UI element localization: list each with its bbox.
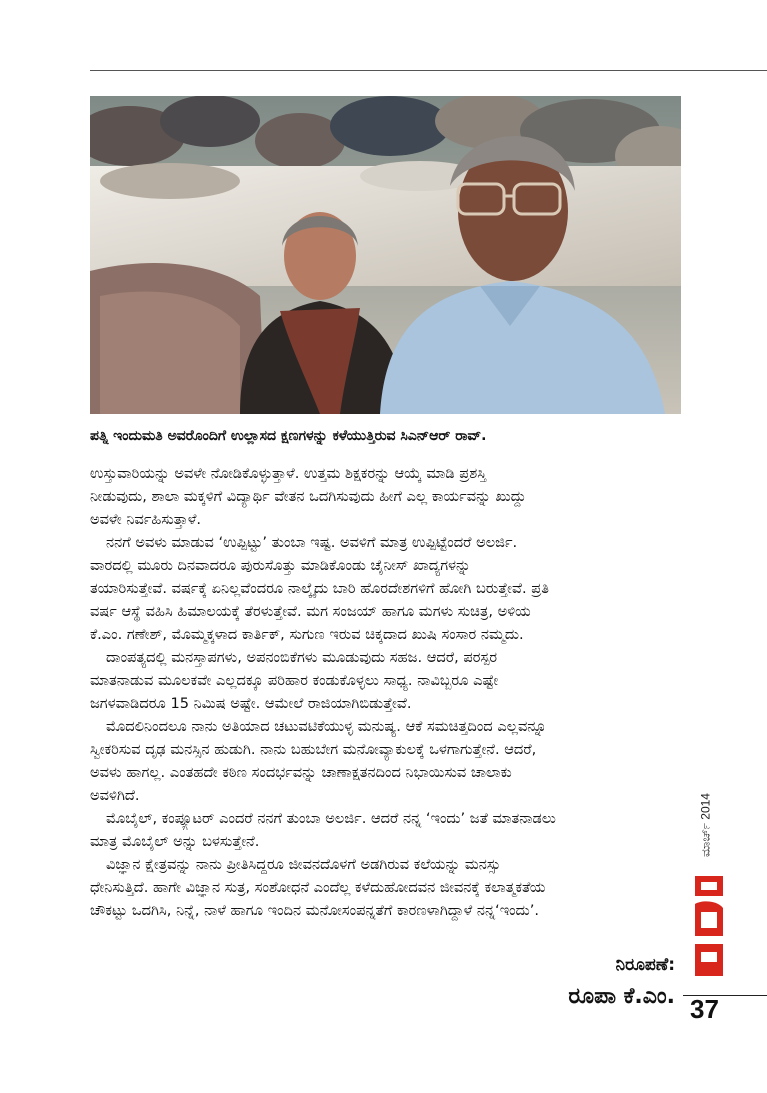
page-number: 37: [690, 994, 719, 1024]
text-line: ಅವಳು ಹಾಗಲ್ಲ. ಎಂತಹದೇ ಕಠಿಣ ಸಂದರ್ಭವನ್ನು ಚಾಣಾಕ್ಷತನದಿಂದ ನಿಭಾಯಿಸುವ ಚಾಲಾಕು: [90, 764, 512, 781]
article-body: [90, 462, 690, 922]
couple-photo: [90, 96, 681, 414]
text-line: ವಾರದಲ್ಲಿ ಮೂರು ದಿನವಾದರೂ ಪುರುಸೊತ್ತು ಮಾಡಿಕೊಂಡು ಚೈನೀಸ್ ಖಾದ್ಯಗಳನ್ನು: [90, 557, 471, 574]
photo-caption: ಪತ್ನಿ ಇಂದುಮತಿ ಅವರೊಂದಿಗೆ ಉಲ್ಲಾಸದ ಕ್ಷಣಗಳನ್ನು ಕಳೆಯುತ್ತಿರುವ ಸಿಎನ್‌ಆರ್ ರಾವ್.: [90, 428, 487, 444]
text-line: ಧೇನಿಸುತ್ತಿದೆ. ಹಾಗೇ ವಿಜ್ಞಾನ ಸುತ್ರ, ಸಂಶೋಧನೆ ಎಂದೆಲ್ಲ ಕಳೆದುಹೋದವನ ಜೀವನಕ್ಕೆ ಕಲಾತ್ಮಕತೆಯ: [90, 879, 546, 896]
text-line: ವರ್ಷ ಆಸ್ಥೆ ವಹಿಸಿ ಹಿಮಾಲಯಕ್ಕೆ ತೆರಳುತ್ತೇವೆ. ಮಗ ಸಂಜಯ್ ಹಾಗೂ ಮಗಳು ಸುಚಿತ್ರ, ಅಳಿಯ: [90, 603, 531, 620]
top-rule: [90, 70, 767, 71]
paragraph-5: [90, 807, 690, 853]
text-line: ನೀಡುವುದು, ಶಾಲಾ ಮಕ್ಕಳಿಗೆ ವಿದ್ಯಾರ್ಥಿ ವೇತನ ಒದಗಿಸುವುದು ಹೀಗೆ ಎಲ್ಲ ಕಾರ್ಯವನ್ನು ಖುದ್ದು: [90, 488, 527, 505]
text-line: ನನಗೆ ಅವಳು ಮಾಡುವ ‘ಉಪ್ಪಿಟ್ಟು’ ತುಂಬಾ ಇಷ್ಟ. ಅವಳಿಗೆ ಮಾತ್ರ ಉಪ್ಪಿಟ್ಟೆಂದರೆ ಅಲರ್ಜಿ.: [106, 534, 518, 551]
text-line: ತಯಾರಿಸುತ್ತೇವೆ. ವರ್ಷಕ್ಕೆ ಏನಿಲ್ಲವೆಂದರೂ ನಾಲ್ಕೈದು ಬಾರಿ ಹೊರದೇಶಗಳಿಗೆ ಹೋಗಿ ಬರುತ್ತೇವೆ. ಪ್ರತಿ: [90, 580, 549, 597]
paragraph-6: [90, 853, 690, 922]
text-line: ಮಾತನಾಡುವ ಮೂಲಕವೇ ಎಲ್ಲದಕ್ಕೂ ಪರಿಹಾರ ಕಂಡುಕೊಳ್ಳಲು ಸಾಧ್ಯ. ನಾವಿಬ್ಬರೂ ಎಷ್ಟೇ: [90, 672, 499, 689]
text-line: ಅವಳೇ ನಿರ್ವಹಿಸುತ್ತಾಳೆ.: [90, 511, 202, 528]
text-line: ಮೊದಲಿನಿಂದಲೂ ನಾನು ಅತಿಯಾದ ಚಟುವಟಿಕೆಯುಳ್ಳ ಮನುಷ್ಯ. ಆಕೆ ಸಮಚಿತ್ತದಿಂದ ಎಲ್ಲವನ್ನೂ: [106, 718, 547, 735]
issue-date-text: ಮಾರ್ಚ್ 2014: [698, 793, 713, 857]
text-line: ಚೌಕಟ್ಟು ಒದಗಿಸಿ, ನಿನ್ನೆ, ನಾಳೆ ಹಾಗೂ ಇಂದಿನ ಮನೋಸಂಪನ್ನತೆಗೆ ಕಾರಣಳಾಗಿದ್ದಾಳೆ ನನ್ನ‘ಇಂದು’.: [90, 902, 539, 919]
issue-date: [696, 790, 716, 860]
author-name: ರೂಪಾ ಕೆ.ಎಂ.: [568, 984, 675, 1009]
paragraph-3: [90, 646, 690, 715]
text-line: ಸ್ವೀಕರಿಸುವ ದೃಢ ಮನಸ್ಸಿನ ಹುಡುಗಿ. ನಾನು ಬಹುಬೇಗ ಮನೋವ್ಯಾಕುಲಕ್ಕೆ ಒಳಗಾಗುತ್ತೇನೆ. ಆದರೆ,: [90, 741, 537, 758]
text-line: ವಿಜ್ಞಾನ ಕ್ಷೇತ್ರವನ್ನು ನಾನು ಪ್ರೀತಿಸಿದ್ದರೂ ಜೀವನದೊಳಗೆ ಅಡಗಿರುವ ಕಲೆಯನ್ನು ಮನಸ್ಸು: [106, 856, 501, 873]
paragraph-2: [90, 531, 690, 646]
text-line: ಅವಳಿಗಿದೆ.: [90, 787, 140, 804]
paragraph-1: [90, 462, 690, 531]
text-line: ಕೆ.ಎಂ. ಗಣೇಶ್, ಮೊಮ್ಮಕ್ಕಳಾದ ಕಾರ್ತಿಕ್, ಸುಗುಣ ಇರುವ ಚಿಕ್ಕದಾದ ಖುಷಿ ಸಂಸಾರ ನಮ್ಮದು.: [90, 626, 524, 643]
couple-photo-illustration: [90, 96, 681, 414]
text-line: ಮೊಬೈಲ್, ಕಂಪ್ಯೂಟರ್ ಎಂದರೆ ನನಗೆ ತುಂಬಾ ಅಲರ್ಜಿ. ಆದರೆ ನನ್ನ ‘ಇಂದು’ ಜತೆ ಮಾತನಾಡಲು: [106, 810, 556, 827]
text-line: ಉಸ್ತುವಾರಿಯನ್ನು ಅವಳೇ ನೋಡಿಕೊಳ್ಳುತ್ತಾಳೆ. ಉತ್ತಮ ಶಿಕ್ಷಕರನ್ನು ಆಯ್ಕೆ ಮಾಡಿ ಪ್ರಶಸ್ತಿ: [90, 465, 487, 482]
narration-label: ನಿರೂಪಣೆ:: [615, 955, 675, 975]
text-line: ಜಗಳವಾಡಿದರೂ 15 ನಿಮಿಷ ಅಷ್ಟೇ. ಆಮೇಲೆ ರಾಜಿಯಾಗಿಬಿಡುತ್ತೇವೆ.: [90, 695, 412, 712]
paragraph-4: [90, 715, 690, 807]
text-line: ದಾಂಪತ್ಯದಲ್ಲಿ ಮನಸ್ತಾಪಗಳು, ಅಪನಂಬಿಕೆಗಳು ಮೂಡುವುದು ಸಹಜ. ಆದರೆ, ಪರಸ್ಪರ: [106, 649, 498, 666]
text-line: ಮಾತ್ರ ಮೊಬೈಲ್ ಅನ್ನು ಬಳಸುತ್ತೇನೆ.: [90, 833, 260, 850]
